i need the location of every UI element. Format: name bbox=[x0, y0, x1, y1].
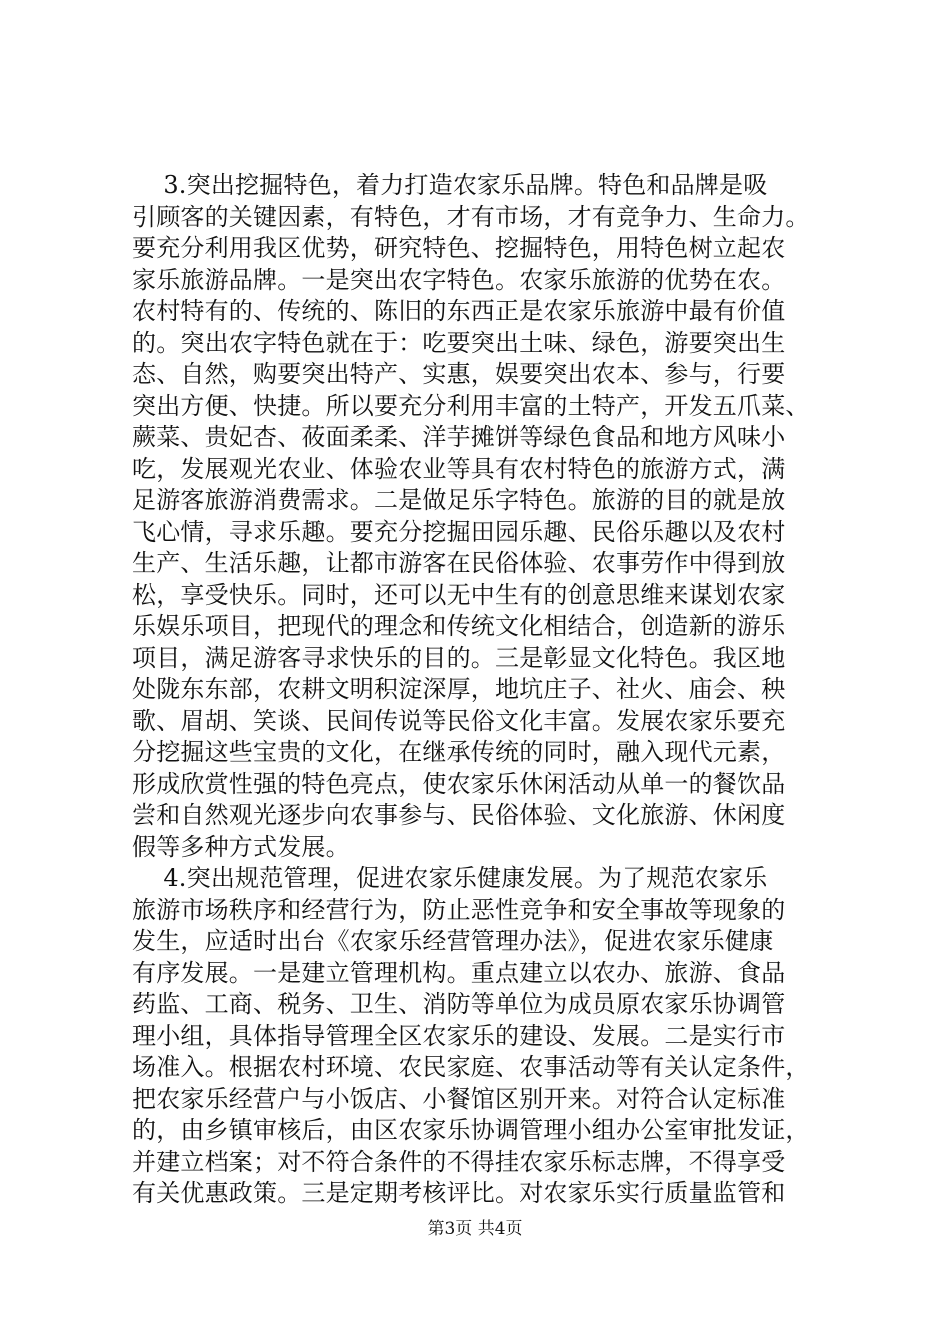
text-line: 有序发展。一是建立管理机构。重点建立以农办、旅游、食品 bbox=[132, 958, 786, 987]
text-line: 农村特有的、传统的、陈旧的东西正是农家乐旅游中最有价值 bbox=[132, 297, 786, 325]
text-line: 分挖掘这些宝贵的文化，在继承传统的同时，融入现代元素， bbox=[132, 738, 786, 766]
text-line: 乐娱乐项目，把现代的理念和传统文化相结合，创造新的游乐 bbox=[132, 612, 786, 640]
text-line: 松，享受快乐。同时，还可以无中生有的创意思维来谋划农家 bbox=[132, 580, 786, 609]
text-line: 药监、工商、税务、卫生、消防等单位为成员原农家乐协调管 bbox=[132, 990, 786, 1018]
text-line: 有关优惠政策。三是定期考核评比。对农家乐实行质量监管和 bbox=[132, 1179, 786, 1207]
text-line: 处陇东东部，农耕文明积淀深厚，地坑庄子、社火、庙会、秧 bbox=[132, 675, 786, 703]
text-line: 突出方便、快捷。所以要充分利用丰富的土特产，开发五爪菜、 bbox=[132, 391, 810, 420]
text-line: 旅游市场秩序和经营行为，防止恶性竞争和安全事故等现象的 bbox=[132, 895, 786, 924]
text-line: 足游客旅游消费需求。二是做足乐字特色。旅游的目的就是放 bbox=[132, 486, 786, 514]
text-line: 形成欣赏性强的特色亮点，使农家乐休闲活动从单一的餐饮品 bbox=[132, 769, 786, 798]
body-text bbox=[132, 170, 832, 1210]
text-line: 把农家乐经营户与小饭店、小餐馆区别开来。对符合认定标准 bbox=[132, 1084, 786, 1113]
text-line: 3.突出挖掘特色，着力打造农家乐品牌。特色和品牌是吸 bbox=[132, 171, 768, 199]
text-line: 4.突出规范管理，促进农家乐健康发展。为了规范农家乐 bbox=[132, 864, 768, 892]
text-line: 态、自然，购要突出特产、实惠，娱要突出农本、参与，行要 bbox=[132, 360, 786, 388]
text-line: 假等多种方式发展。 bbox=[132, 832, 350, 861]
text-line: 家乐旅游品牌。一是突出农字特色。农家乐旅游的优势在农。 bbox=[132, 265, 786, 294]
text-line: 的，由乡镇审核后，由区农家乐协调管理小组办公室审批发证， bbox=[132, 1116, 810, 1144]
text-line: 发生，应适时出台《农家乐经营管理办法》，促进农家乐健康 bbox=[132, 927, 774, 955]
text-line: 引顾客的关键因素，有特色，才有市场，才有竞争力、生命力。 bbox=[132, 202, 810, 231]
text-line: 项目，满足游客寻求快乐的目的。三是彰显文化特色。我区地 bbox=[132, 643, 786, 672]
text-line: 的。突出农字特色就在于：吃要突出土味、绿色，游要突出生 bbox=[132, 328, 786, 357]
page-footer: 第3页 共4页 bbox=[427, 1219, 523, 1239]
text-line: 理小组，具体指导管理全区农家乐的建设、发展。二是实行市 bbox=[132, 1021, 786, 1050]
text-line: 飞心情，寻求乐趣。要充分挖掘田园乐趣、民俗乐趣以及农村 bbox=[132, 517, 786, 546]
text-line: 要充分利用我区优势，研究特色、挖掘特色，用特色树立起农 bbox=[132, 234, 786, 262]
text-line: 蕨菜、贵妃杏、莜面柔柔、洋芋摊饼等绿色食品和地方风味小 bbox=[132, 423, 786, 451]
text-line: 吃，发展观光农业、体验农业等具有农村特色的旅游方式，满 bbox=[132, 454, 786, 483]
text-line: 场准入。根据农村环境、农民家庭、农事活动等有关认定条件， bbox=[132, 1053, 810, 1081]
text-line: 并建立档案；对不符合条件的不得挂农家乐标志牌，不得享受 bbox=[132, 1147, 786, 1176]
text-line: 歌、眉胡、笑谈、民间传说等民俗文化丰富。发展农家乐要充 bbox=[132, 706, 786, 735]
text-line: 生产、生活乐趣，让都市游客在民俗体验、农事劳作中得到放 bbox=[132, 549, 786, 577]
text-line: 尝和自然观光逐步向农事参与、民俗体验、文化旅游、休闲度 bbox=[132, 801, 786, 829]
